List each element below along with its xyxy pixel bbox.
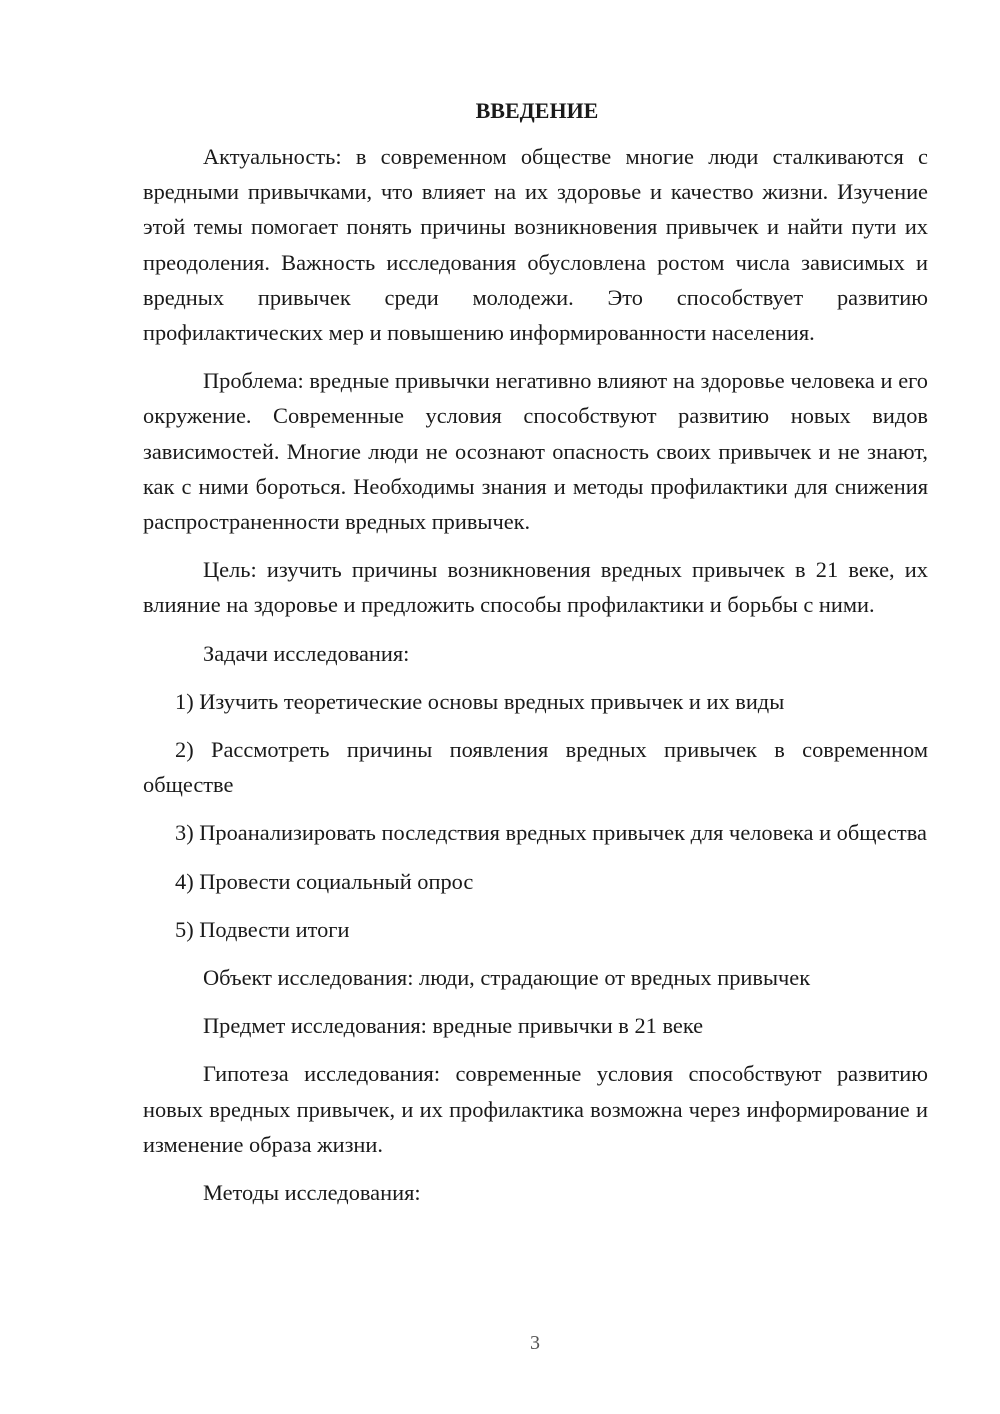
relevance-paragraph: Актуальность: в современном обществе многие люди сталкиваются с вредными привычками, что влияет на их здоровье и качество жизни. Изучение этой темы помогает понять причины возникновения привычек и найти пути их преодоления. Важность исследования обусловлена ростом числа зависимых и вредных привычек среди молодежи. Это способствует развитию профилактических мер и повышению информированности населения. [143, 144, 928, 346]
task-item: 3) Проанализировать последствия вредных привычек для человека и общества [175, 820, 927, 846]
task-item: 5) Подвести итоги [175, 916, 350, 942]
subject-paragraph: Предмет исследования: вредные привычки в 21 веке [203, 1013, 704, 1039]
task-item: 2) Рассмотреть причины появления вредных привычек в современном обществе [143, 737, 928, 798]
page-title: ВВЕДЕНИЕ [475, 98, 599, 123]
object-paragraph: Объект исследования: люди, страдающие от вредных привычек [203, 965, 811, 991]
task-item: 4) Провести социальный опрос [175, 868, 474, 894]
task-item: 1) Изучить теоретические основы вредных привычек и их виды [175, 688, 785, 714]
hypothesis-paragraph: Гипотеза исследования: современные условия способствуют развитию новых вредных привычек, и их профилактика возможна через информирование и изменение образа жизни. [143, 1061, 928, 1157]
problem-paragraph: Проблема: вредные привычки негативно влияют на здоровье человека и его окружение. Современные условия способствуют развитию новых видов зависимостей. Многие люди не осознают опасность своих привычек и не знают, как с ними бороться. Необходимы знания и методы профилактики для снижения распространенности вредных привычек. [143, 368, 928, 535]
goal-paragraph: Цель: изучить причины возникновения вредных привычек в 21 веке, их влияние на здоровье и предложить способы профилактики и борьбы с ними. [143, 557, 928, 618]
tasks-heading: Задачи исследования: [203, 640, 410, 666]
page-content [143, 96, 928, 1223]
methods-heading: Методы исследования: [203, 1180, 421, 1206]
page-number: 3 [530, 1332, 540, 1354]
